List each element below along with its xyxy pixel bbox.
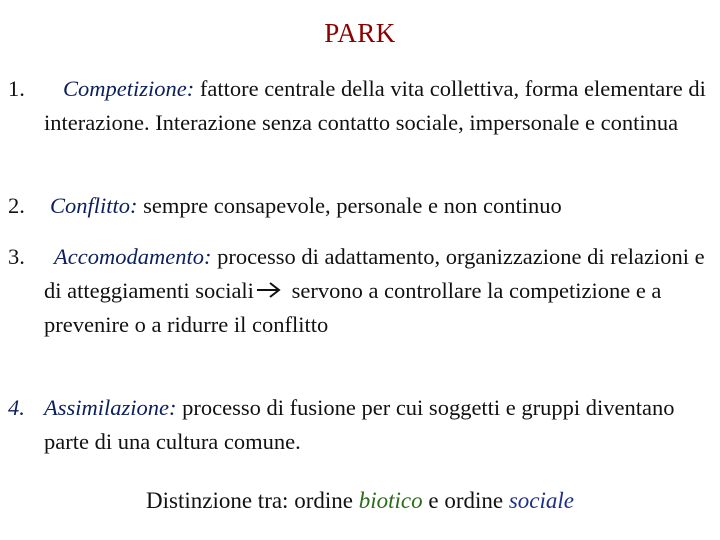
item-body [44,189,714,223]
item-number: 4. [8,395,25,420]
item-term: Assimilazione: [44,395,177,420]
right-arrow-icon [256,281,282,299]
item-body [44,391,714,459]
item-text: sempre consapevole, personale e non continuo [137,193,562,218]
item-term: Competizione: [63,76,195,101]
footer-biotico: biotico [358,488,423,513]
slide-title: PARK [324,18,396,48]
list-item-accomodamento [8,240,714,376]
item-body [44,72,714,140]
footer-prefix: Distinzione tra: ordine [146,488,359,513]
list-item-assimilazione [8,391,714,459]
item-number: 3. [8,244,25,269]
item-number: 1. [8,76,25,101]
item-text-after: servono a controllare la competizione e a prevenire o a ridurre il conflitto [44,278,662,337]
list-item-competizione [8,72,714,172]
list-item-conflitto [8,189,714,223]
item-term: Conflitto: [50,193,138,218]
item-term: Accomodamento: [54,244,212,269]
footer-sociale: sociale [508,488,574,513]
item-text: processo di fusione per cui soggetti e gruppi diventano parte di una cultura comune. [44,395,675,454]
footer-distinction [0,488,720,514]
item-text: fattore centrale della vita collettiva, forma elementare di interazione. Interazione senza contatto sociale, impersonale e continua [44,76,706,135]
item-number: 2. [8,193,25,218]
item-text-before: processo di adattamento, organizzazione di relazioni e di atteggiamenti sociali [44,244,705,303]
item-body [44,240,714,342]
footer-middle: e ordine [422,488,509,513]
